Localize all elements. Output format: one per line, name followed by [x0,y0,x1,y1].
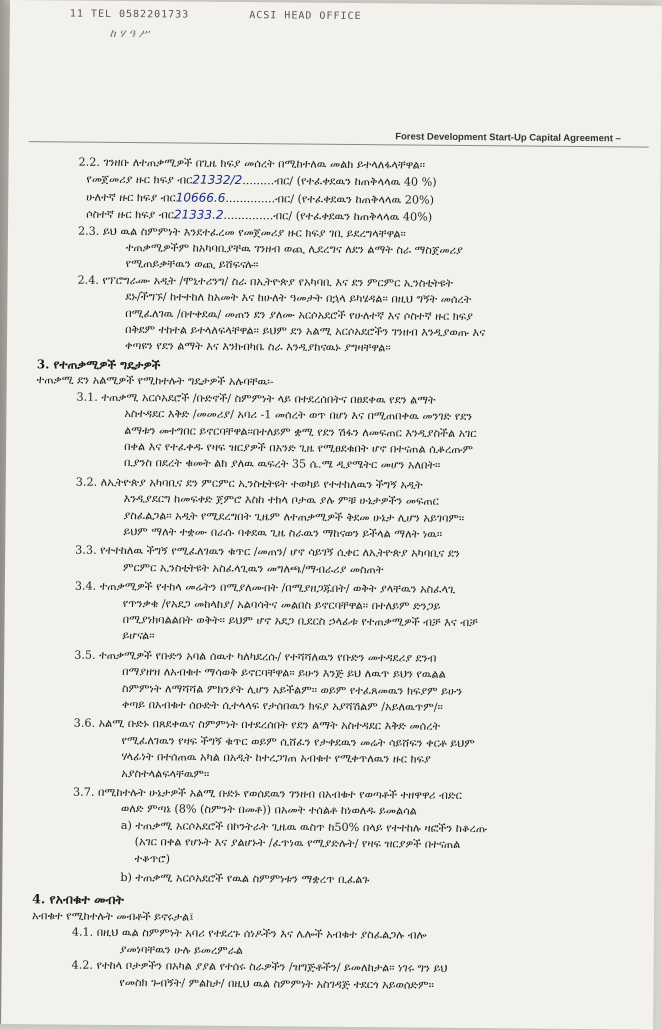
line-text: ተቆጥሮ) [134,851,171,866]
line-text: 4.1. በዚህ ዉል ስምምነት አባሪ የተደረጉ ሰነዶችን እና ሌሎች አብቁተ ያስፈልጋሉ ብሎ [71,925,427,942]
line-text: 2.3. ይህ ዉል ስምምነት እንደተፈረመ የመጀመሪያ ዙር ክፍያ ገቢ ይደረግላቸዋል፡፡ [77,224,406,241]
line-text: 3.1. ተጠቃሚ አርሶአደሮች /ቡድኖች/ ስምምነት ላይ በተደረሰበትና በፀደቀዉ የደን ልማት [76,390,436,407]
line-text: 3. የተጠቃሚዎች ግዴታዎች [36,357,161,373]
line-text: ልማቱን መተግበር ይኖርባቸዋል፡፡በተለይም ቋሚ የደን ሽፋን ለመፍጠር እንዲያስችል አገር [124,423,477,440]
line-text: ቢያንስ በደረት ቁመት ልክ ያለዉ ዉፍረት 35 ሴ.ሜ ዲያሜትር መሆን አለበት፡፡ [123,456,441,473]
line-text: 4.2. የተከላ ቦታዎችን በአካል ያያል የተሰሩ ስራዎችን /ዝግጅቶችን/ ይመለከታል፡፡ ነገሩ ግን ይህ [71,958,448,975]
line-text-suffix: ..............ብር/ (የተፈቀደዉን ከጠቅላላዉ 20%) [225,191,435,207]
line-text: የሚፈለገዉን የዛፍ ችግኝ ቁጥር ወይም ሲሸፈን የታቀደዉን መሬት ሳይሸፍን ቀርቶ ይህም [121,733,475,750]
line-text: ስምምነት ለማሻሻል ምክንያት ሊሆን አይችልም፡፡ ወይም የተፈጸመዉን ክፍያም ይሁን [121,681,463,698]
line-text-suffix: ..............ብር/ (የተፈቀደዉን ከጠቅላላዉ 40%) [223,209,433,224]
line-text: 3.3. የተተከለዉ ችግኝ የሚፈለገዉን ቁጥር /መጠን/ ሆኖ ሳይገኝ ሲቀር ለኢትዮጵያ አካባቢና ደን [75,543,460,561]
line-text: 3.2. ለኢትዮጵያ አካባቢና ደን ምርምር ኢንስቲትዩት ተወካይ የተተከለዉን ችግኝ አዲት [75,475,423,492]
line-text: ይህም ማለት ተቋሙ በራሱ ባቀደዉ ጊዜ ስራዉን ማከናወን ይችላል ማለት ነዉ፡፡ [123,524,443,541]
line-text: 2.2. ገንዘቡ ለተጠቃሚዎች በጊዜ ክፍያ መሰረት በሚከተለዉ መልክ ይተላለፋላቸዋል፡፡ [78,155,426,172]
line-text: ምርምር ኢንስቲትዩት አስፈላጊዉን መግለጫ/ማብራሪያ መስጠት [122,560,384,577]
line-text: a) ተጠቃሚ አርሶአደሮች በኮንትራት ጊዜዉ ዉስጥ ከ50% በላይ የተተከሉ ዛፎችን ከቆረጡ [120,818,488,836]
line-text: የመጀመሪያ ዙር ክፍያ ብር [86,173,193,188]
line-text: ሁለተኛ ዙር ክፍያ ብር [86,190,176,205]
line-text: (አገር በቀል የሆኑት እና ያልሆኑት /ፈጥነዉ የሚያድሉት/ የዛፍ ዝርያዎች በተናጠል [134,835,461,852]
line-text: በሚፈለገዉ /በተቀደዉ/ መጠን ደን ያለሙ አርሶአደሮች የሁለተኛ እና ሶስተኛ ዙር ክፍያ [125,306,474,323]
line-text: 3.7. በሚከተሉት ሁኔታዎች አልሚ ቡድኑ የወሰደዉን ገንዘብ በአብቁተ የወጣቶች ተዘዋዋሪ ብድር [73,785,462,803]
document-body [31,154,638,995]
line-text-suffix: .........ብር/ (የተፈቀደዉን ከጠቅላላዉ 40 %) [242,174,437,190]
line-text: 2.4. የፕሮግራሙ አዲት /ሞኒተሪንግ/ ስራ በኢትዮጵያ የአካባቢ እና ደን ምርምር ኢንስቲትዩት [77,273,454,290]
line-text: ቀጣዩን የደን ልማት እና እንክብካቤ ስራ እንዲያከናዉኑ ያግዛቸዋል፡፡ [124,339,391,355]
line-text: ደኑ/ችግኙ/ ከተተከለ ከአመት እና ከሁለት ዓመታት በኋላ ይካሄዳል፡፡ በዚህ ግኝት መሰረት [125,290,472,307]
line-text: አያስተላልፍላቸዉም፡፡ [121,766,210,781]
line-text: ተጠቃሚዎችም ከአካባቢያቸዉ ገንዘብ ወጪ ሊደረግና ለደን ልማት ስራ ማስጀመሪያ [125,241,463,257]
line-text: ያስፈልጋል፡፡ አዲት የሚደረግበት ጊዜም ለተጠቃሚዎች ቅደመ ሁኔታ ሊሆን አይገባም፡፡ [123,508,465,525]
fax-tel: 11 TEL 0582201733 [69,8,190,21]
line-text: 3.5. ተጠቃሚዎች የቡድን አባል ሰዉተ ካለካደረሱ/ የተሻሻለዉን የቡድን መተዳደሪያ ደንብ [74,648,437,665]
line-text: 3.4. ተጠቃሚዎች የተከላ መሬትን በሚያለሙበት /በሚያዘጋጁበት/ ወቅት ያላቸዉን አስፈላጊ [74,579,456,597]
line-text: በቀል እና የተፈቀዱ የዛፍ ዝርያዎች በአንድ ጊዜ የሚፀደቁበት ሆኖ በተናጠል ሲቆረጡም [124,439,474,456]
handwritten-amount: 21332/2 [192,173,243,188]
fax-office: ACSI HEAD OFFICE [249,10,362,23]
line-text: የሚጠይቃቸዉን ወጪ ይሸፍናሉ፡፡ [125,257,259,272]
line-text: ሶስተኛ ዙር ክፍያ ብር [86,207,174,222]
agreement-header-title: Forest Development Start-Up Capital Agreement – [395,131,621,145]
line-text: በሚያነክባልልበት ወቅት፡፡ ይህም ሆኖ አደጋ ቢደርስ ኃላፊቱ የተጠቃሚዎች ብቻ እና ብቻ [122,612,478,630]
line-text: አብቁተ የሚከተሉት መብቶች ይኖሩታል፤ [31,909,194,924]
document-line [32,869,632,891]
line-text: ሃላፊነት በተሰጠዉ አካል በአዲት ከተረጋገጠ አብቁተ የሚቀጥለዉን ዙር ክፍያ [121,750,431,766]
line-text: በማያዘዝ ለአብቁተ ማሳወቅ ይኖርባቸዋል፡፡ ይሁን እንጅ ይህ ለዉጥ ይህን የዉልል [122,665,446,682]
line-text: ቀጣይ በአብቁተ ሰዑድት ሲተላላፍ የታሰበዉን ክፍያ አያሻሽልም /አይለዉጥም/፡፡ [121,698,443,714]
line-text: ወለድ ምጣኔ (8% (ስምንት በመቶ)) በአመት ተሰልቶ ከነወለዱ ይመልሳል [120,802,417,819]
document-page [1,0,662,1030]
line-text: ይሆናል፡፡ [122,629,155,643]
line-text: ያመነባቸዉን ሁሉ ይመረምራል [119,942,243,957]
line-text: በቅደም ተከተል ይተላለፍላቸዋል፡፡ ይህም ደን አልሚ አርሶአደሮችን ገንዘብ እንዲያወጡ እና [125,323,486,340]
fax-header [70,9,630,25]
line-text: የጥንቃቄ /የአደጋ መከላከያ/ አልባሳትና መልበስ ይኖርባቸዋል፡፡ በተለይም ድንጋይ [122,596,441,613]
handwritten-note: ከ ሃ ዓ ሥ [109,26,150,41]
line-text: 3.6. አልሚ ቡድኑ በጸደቀዉና ስምምነት በተደረሰበት የደን ልማት አስተዳደር እቅድ መሰረት [73,716,441,734]
line-text: እንዲያደርግ ከመፍቀድ ጀምሮ እስከ ተክላ ቦታዉ ያሉ ምቹ ሁኔታዎችን መፍጠር [123,492,439,508]
line-text: b) ተጠቃሚ አርሶአደሮች የዉል ስምምነቱን ማቋረጥ ቢፈልጉ [120,871,370,887]
line-text: አስተዳደር እቅድ /መመሪያ/ አባሪ -1 መሰረት ወጥ በሆነ እና በሚጠበቀዉ መንገድ የደን [124,407,473,424]
handwritten-amount: 10666.6 [175,190,226,205]
handwritten-amount: 21333.2 [173,207,224,223]
line-text: የመስክ ጉብኝት/ ምልከታ/ በዚህ ዉል ስምምነት አስገዳጅ ተደርጎ አይወሰድም፡፡ [119,975,434,992]
line-text: 4. የአብቁተ መብት [32,891,124,908]
line-text: ተጠቃሚ ደን አልሚዎች የሚከተሉት ግዴታዎች አሉባቸዉ፡- [36,373,274,389]
